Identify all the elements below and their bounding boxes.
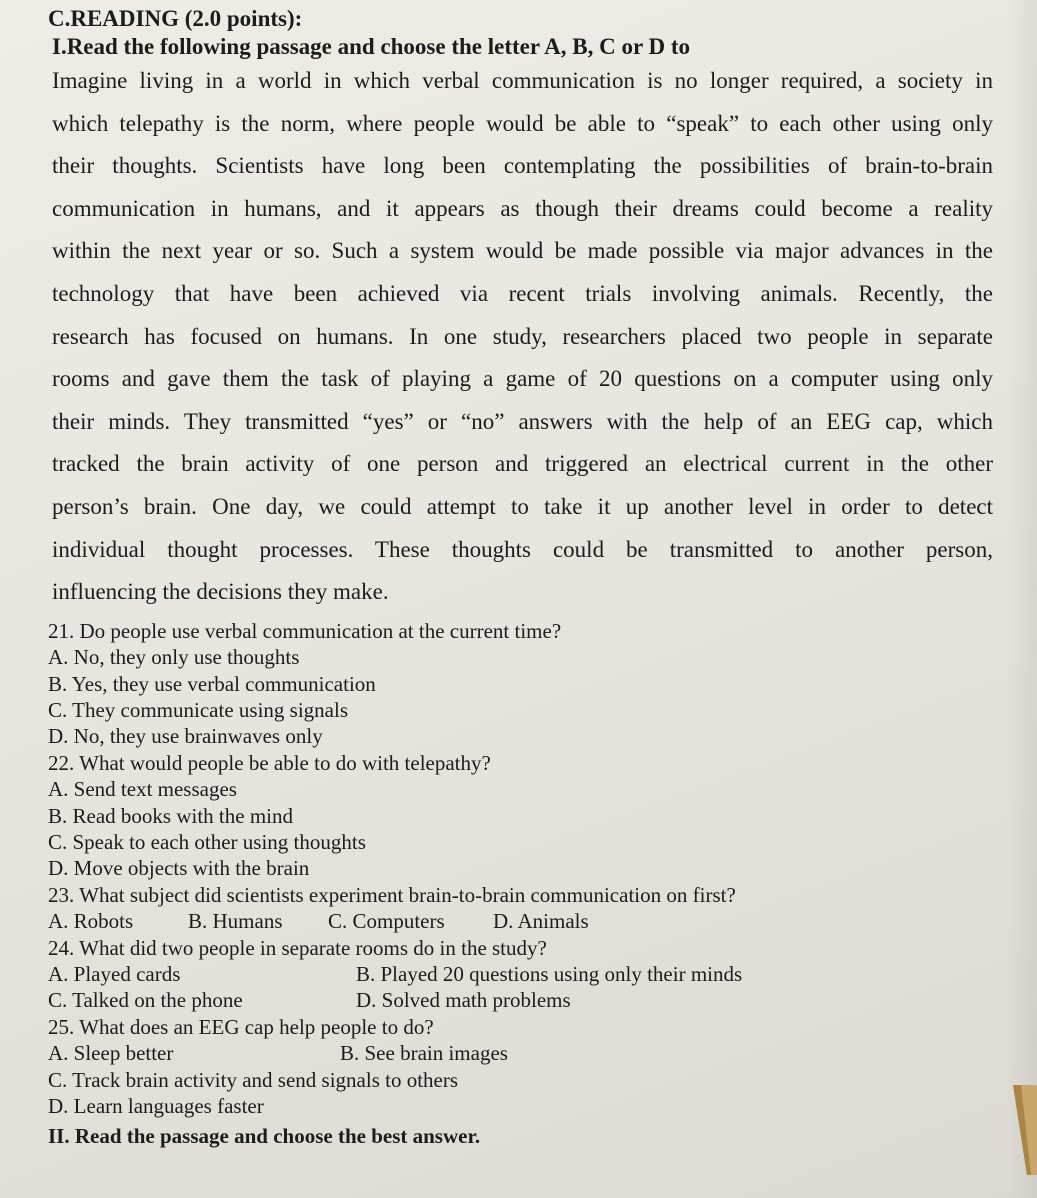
option-c: C. Track brain activity and send signals to others [48,1067,459,1092]
option-a: A. No, they only use thoughts [48,645,300,670]
option-a: A. Robots [48,909,134,934]
question-list [48,618,993,1120]
option-a: A. Played cards [48,962,181,986]
option-b: B. See brain images [340,1041,508,1066]
option-d: D. Move objects with the brain [48,856,310,881]
option-d: D. No, they use brainwaves only [48,724,323,749]
option-d: D. Animals [493,909,589,934]
passage-line: which telepathy is the norm, where people would be able to “speak” to each other using only [52,110,993,136]
option-b: B. Read books with the mind [48,803,293,828]
passage-line: influencing the decisions they make. [52,579,389,605]
passage-line: research has focused on humans. In one study, researchers placed two people in separate [52,323,993,349]
passage-line: individual thought processes. These thoughts could be transmitted to another person, [52,536,993,562]
reading-passage [52,60,993,614]
option-d: D. Learn languages faster [48,1094,264,1119]
option-b: B. Humans [188,909,283,934]
question-24 [48,935,993,1014]
passage-line: rooms and gave them the task of playing a game of 20 questions on a computer using only [52,366,993,392]
question-text: 23. What subject did scientists experiment brain-to-brain communication on first? [48,882,736,907]
passage-line: their minds. They transmitted “yes” or “no” answers with the help of an EEG cap, which [52,408,993,434]
question-23 [48,882,993,935]
options-row [48,987,993,1013]
passage-line: tracked the brain activity of one person and triggered an electrical current in the other [52,451,993,477]
question-text: 21. Do people use verbal communication at the current time? [48,618,562,643]
option-c: C. Talked on the phone [48,988,243,1013]
option-c: C. Speak to each other using thoughts [48,829,366,854]
question-text: 25. What does an EEG cap help people to do? [48,1014,434,1039]
question-21 [48,618,993,750]
option-a: A. Send text messages [48,777,237,802]
options-row [48,1040,993,1066]
passage-line: their thoughts. Scientists have long been contemplating the possibilities of brain-to-brain [52,153,993,179]
part2-instruction: II. Read the passage and choose the best answer. [48,1124,481,1149]
passage-line: within the next year or so. Such a system would be made possible via major advances in the [52,238,993,264]
option-d: D. Solved math problems [356,988,571,1013]
question-22 [48,750,993,882]
passage-line: Imagine living in a world in which verbal communication is no longer required, a society in [52,68,993,93]
passage-line: technology that have been achieved via recent trials involving animals. Recently, the [52,280,993,306]
passage-line: communication in humans, and it appears as though their dreams could become a reality [52,195,993,221]
question-text: 22. What would people be able to do with telepathy? [48,750,491,775]
option-c: C. They communicate using signals [48,697,348,722]
part1-instruction: I.Read the following passage and choose the letter A, B, C or D to [52,34,691,59]
passage-line: person’s brain. One day, we could attempt to take it up another level in order to detect [52,493,993,519]
option-c: C. Computers [328,909,445,934]
option-a: A. Sleep better [48,1041,174,1066]
options-row [48,961,993,987]
pencil-tip-icon [1003,1085,1037,1175]
options-row [48,908,993,934]
question-25 [48,1014,993,1120]
question-text: 24. What did two people in separate rooms do in the study? [48,935,547,960]
option-b: B. Played 20 questions using only their minds [356,962,743,986]
section-title: C.READING (2.0 points): [48,6,303,31]
option-b: B. Yes, they use verbal communication [48,671,376,696]
